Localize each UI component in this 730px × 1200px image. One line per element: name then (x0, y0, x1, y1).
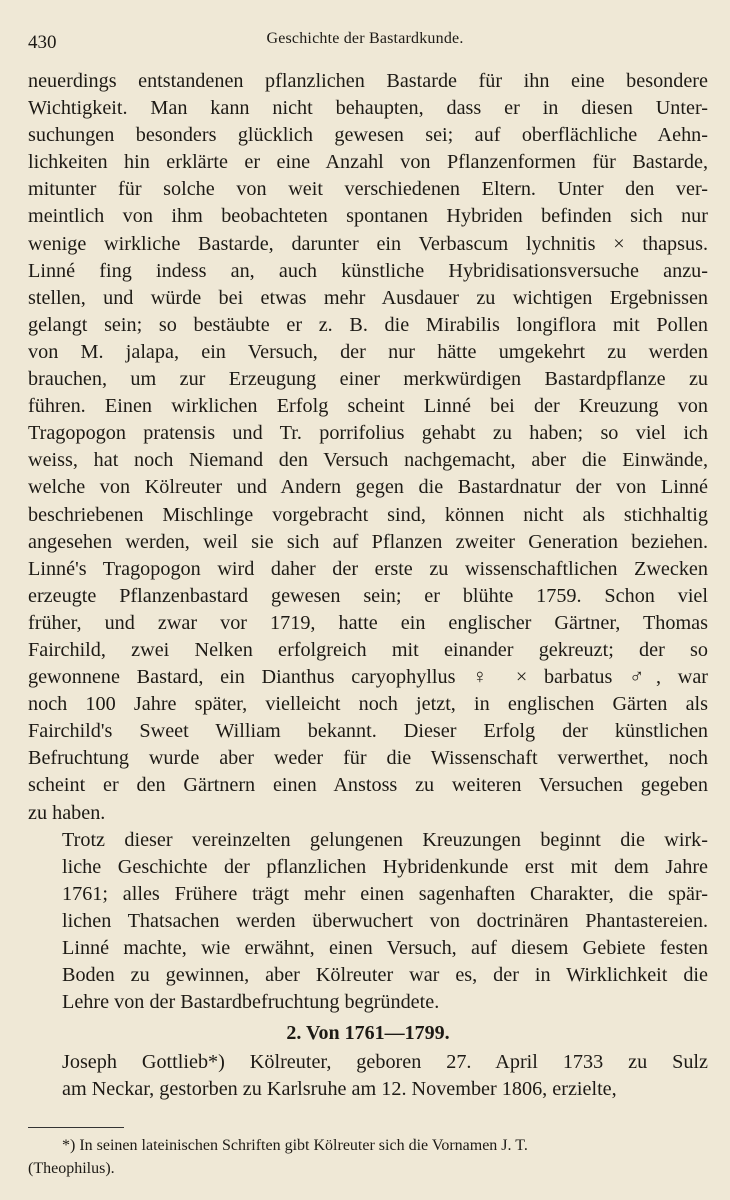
paragraph-line: Fairchild's Sweet William bekannt. Dieser Erfolg der künstlichen (28, 720, 708, 743)
page-number: 430 (28, 32, 57, 53)
section-heading: 2. Von 1761—1799. (286, 1022, 450, 1045)
paragraph-line: angesehen werden, weil sie sich auf Pflanzen zweiter Generation beziehen. (28, 530, 708, 553)
paragraph-line: gelangt sein; so bestäubte er z. B. die Mirabilis longiflora mit Pollen (28, 313, 708, 336)
footnote-divider (28, 1127, 124, 1128)
footnote (28, 1134, 708, 1180)
paragraph-line: wenige wirkliche Bastarde, darunter ein Verbascum lychnitis × thapsus. (28, 232, 708, 255)
paragraph-line: mitunter für solche von weit verschiedenen Eltern. Unter den ver- (28, 178, 708, 201)
paragraph-2 (28, 827, 708, 1017)
paragraph-line: gewonnene Bastard, ein Dianthus caryophyllus ♀ × barbatus ♂, war (28, 666, 708, 689)
paragraph-line: neuerdings entstandenen pflanzlichen Bastarde für ihn eine besondere (28, 70, 708, 92)
paragraph-line: am Neckar, gestorben zu Karlsruhe am 12. November 1806, erzielte, (62, 1078, 617, 1101)
paragraph-line: Linné fing indess an, auch künstliche Hybridisationsversuche anzu- (28, 259, 708, 282)
paragraph-line: 1761; alles Frühere trägt mehr einen sagenhaften Charakter, die spär- (62, 882, 708, 905)
footnote-line: *) In seinen lateinischen Schriften gibt Kölreuter sich die Vornamen J. T. (62, 1137, 528, 1154)
footnote-line: (Theophilus). (28, 1160, 115, 1177)
paragraph-line: Wichtigkeit. Man kann nicht behaupten, dass er in diesen Unter- (28, 97, 708, 120)
paragraph-line: Linné machte, wie erwähnt, einen Versuch, auf diesem Gebiete festen (62, 937, 708, 959)
body-text (28, 68, 708, 1104)
paragraph-line: weiss, hat noch Niemand den Versuch nachgemacht, aber die Einwände, (28, 449, 708, 472)
paragraph-line: liche Geschichte der pflanzlichen Hybridenkunde erst mit dem Jahre (62, 855, 708, 878)
page-header (28, 26, 702, 56)
paragraph-line: noch 100 Jahre später, vielleicht noch jetzt, in englischen Gärten als (28, 693, 708, 716)
paragraph-line: welche von Kölreuter und Andern gegen die Bastardnatur der von Linné (28, 476, 708, 499)
paragraph-3 (28, 1049, 708, 1103)
paragraph-line: erzeugte Pflanzenbastard gewesen sein; er blühte 1759. Schon viel (28, 584, 708, 607)
paragraph-line: Trotz dieser vereinzelten gelungenen Kreuzungen beginnt die wirk- (62, 828, 708, 851)
paragraph-line: suchungen besonders glücklich gewesen sei; auf oberflächliche Aehn- (28, 124, 708, 147)
paragraph-line: meintlich von ihm beobachteten spontanen Hybriden befinden sich nur (28, 205, 708, 228)
paragraph-line: Fairchild, zwei Nelken erfolgreich mit einander gekreuzt; der so (28, 638, 708, 661)
paragraph-line: beschriebenen Mischlinge vorgebracht sind, können nicht als stichhaltig (28, 503, 708, 526)
paragraph-line: Linné's Tragopogon wird daher der erste zu wissenschaftlichen Zwecken (28, 557, 708, 580)
running-title: Geschichte der Bastardkunde. (266, 30, 464, 47)
paragraph-line: scheint er den Gärtnern einen Anstoss zu weiteren Versuchen gegeben (28, 774, 708, 797)
paragraph-line: stellen, und würde bei etwas mehr Ausdauer zu wichtigen Ergebnissen (28, 286, 708, 309)
paragraph-line: früher, und zwar vor 1719, hatte ein englischer Gärtner, Thomas (28, 611, 708, 634)
paragraph-line: Joseph Gottlieb*) Kölreuter, geboren 27. April 1733 zu Sulz (62, 1051, 708, 1074)
paragraph-line: Befruchtung wurde aber weder für die Wissenschaft verwerthet, noch (28, 747, 708, 770)
paragraph-line: Tragopogon pratensis und Tr. porrifolius gehabt zu haben; so viel ich (28, 422, 708, 445)
paragraph-line: führen. Einen wirklichen Erfolg scheint Linné bei der Kreuzung von (28, 395, 708, 418)
paragraph-line: von M. jalapa, ein Versuch, der nur hätte umgekehrt zu werden (28, 340, 708, 363)
paragraph-line: lichen Thatsachen werden überwuchert von doctrinären Phantastereien. (62, 909, 708, 932)
paragraph-line: zu haben. (28, 801, 106, 824)
paragraph-line: lichkeiten hin erklärte er eine Anzahl von Pflanzenformen für Bastarde, (28, 151, 708, 174)
paragraph-line: Lehre von der Bastardbefruchtung begründete. (62, 991, 440, 1014)
paragraph-line: brauchen, um zur Erzeugung einer merkwürdigen Bastardpflanze zu (28, 368, 708, 391)
paragraph-1 (28, 68, 708, 827)
paragraph-line: Boden zu gewinnen, aber Kölreuter war es, der in Wirklichkeit die (62, 964, 708, 987)
